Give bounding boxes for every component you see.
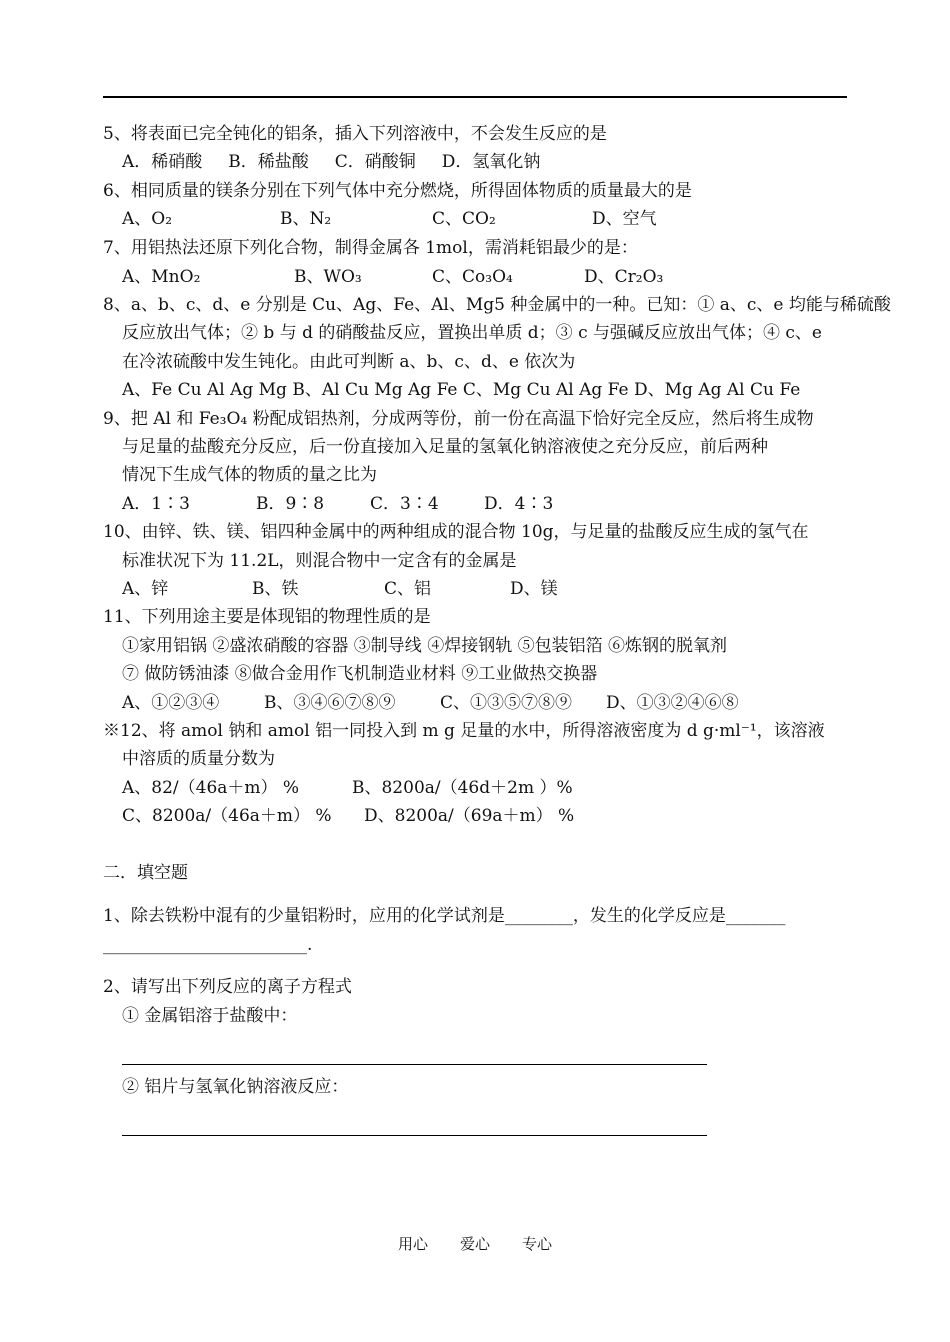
q8-options: A、Fe Cu Al Ag Mg B、Al Cu Mg Ag Fe C、Mg Cu Al Ag Fe D、Mg Ag Al Cu Fe [122,380,801,400]
q11-option-c: C、①③⑤⑦⑧⑨ [440,693,573,713]
q8-line-2: 反应放出气体；② b 与 d 的硝酸盐反应，置换出单质 d；③ c 与强碱反应放出气体；④ c、e [122,323,822,343]
header-rule [103,96,847,98]
q7-option-c: C、Co₃O₄ [432,267,513,287]
q12-option-d: D、8200a/（69a＋m） % [364,806,575,826]
q6-option-c: C、CO₂ [432,209,496,229]
q9-option-c: C．3∶4 [370,494,439,514]
q12-options-row-2 [122,805,574,827]
q11-option-a: A、①②③④ [122,693,220,713]
answer-line-2[interactable] [122,1135,707,1136]
q7-stem: 7、用铝热法还原下列化合物，制得金属各 1mol，需消耗铝最少的是： [103,238,638,258]
section-2-title: 二．填空题 [103,863,188,883]
fill-1-line-2: ________________________. [103,935,313,955]
q9-line-1: 9、把 Al 和 Fe₃O₄ 粉配成铝热剂，分成两等份，前一份在高温下恰好完全反应，然后将生成物 [103,409,814,429]
q8-line-1: 8、a、b、c、d、e 分别是 Cu、Ag、Fe、Al、Mg5 种金属中的一种。已知：① a、c、e 均能与稀硫酸 [103,295,891,315]
q10-option-a: A、锌 [122,579,169,599]
q5-options [122,151,540,173]
q5-option-a: A．稀硝酸 [122,152,203,172]
q12-option-a: A、82/（46a＋m） % [122,778,300,798]
q6-stem: 6、相同质量的镁条分别在下列气体中充分燃烧，所得固体物质的质量最大的是 [103,181,692,201]
q5-option-c: C．硝酸铜 [334,152,416,172]
fill-2-stem: 2、请写出下列反应的离子方程式 [103,977,352,997]
q9-option-d: D．4∶3 [484,494,554,514]
q9-options [122,493,553,515]
q11-items-2: ⑦ 做防锈油漆 ⑧做合金用作飞机制造业材料 ⑨工业做热交换器 [122,664,598,684]
q8-line-3: 在冷浓硫酸中发生钝化。由此可判断 a、b、c、d、e 依次为 [122,352,576,372]
q6-option-b: B、N₂ [280,209,332,229]
q11-options [122,692,739,714]
q12-options-row-1 [122,777,573,799]
fill-1-line-1: 1、除去铁粉中混有的少量铝粉时，应用的化学试剂是________，发生的化学反应是_______ [103,906,786,926]
q6-option-d: D、空气 [592,209,657,229]
q7-option-b: B、WO₃ [294,267,362,287]
fill-2-sub-2: ② 铝片与氢氧化钠溶液反应： [122,1077,349,1097]
q5-stem: 5、将表面已完全钝化的铝条，插入下列溶液中，不会发生反应的是 [103,124,607,144]
q5-option-b: B．稀盐酸 [228,152,309,172]
footer-word-2: 爱心 [459,1235,490,1253]
q10-option-d: D、镁 [510,579,558,599]
q11-option-b: B、③④⑥⑦⑧⑨ [264,693,396,713]
q10-option-b: B、铁 [252,579,299,599]
answer-line-1[interactable] [122,1064,707,1065]
q12-line-1: ※12、将 amol 钠和 amol 铝一同投入到 m g 足量的水中，所得溶液密度为 d g·ml⁻¹，该溶液 [103,721,825,741]
q5-option-d: D．氢氧化钠 [441,152,541,172]
q10-line-1: 10、由锌、铁、镁、铝四种金属中的两种组成的混合物 10g，与足量的盐酸反应生成的氢气在 [103,522,809,542]
q9-line-3: 情况下生成气体的物质的量之比为 [122,465,377,485]
q10-options [122,578,558,600]
q6-option-a: A、O₂ [122,209,173,229]
q11-items-1: ①家用铝锅 ②盛浓硝酸的容器 ③制导线 ④焊接钢轨 ⑤包装铝箔 ⑥炼钢的脱氧剂 [122,636,728,656]
q10-option-c: C、铝 [384,579,432,599]
q11-option-d: D、①③②④⑥⑧ [606,693,739,713]
q9-line-2: 与足量的盐酸充分反应，后一份直接加入足量的氢氧化钠溶液使之充分反应，前后两种 [122,437,768,457]
q11-stem: 11、下列用途主要是体现铝的物理性质的是 [103,607,431,627]
q7-options [122,266,663,288]
q9-option-b: B．9∶8 [256,494,325,514]
q12-option-b: B、8200a/（46d＋2m ）% [352,778,573,798]
footer-word-1: 用心 [397,1235,428,1253]
footer [0,1233,950,1254]
q7-option-a: A、MnO₂ [122,267,201,287]
footer-word-3: 专心 [522,1235,553,1253]
q10-line-2: 标准状况下为 11.2L，则混合物中一定含有的金属是 [122,551,517,571]
q9-option-a: A．1∶3 [122,494,190,514]
q12-option-c: C、8200a/（46a＋m） % [122,806,332,826]
fill-2-sub-1: ① 金属铝溶于盐酸中： [122,1006,298,1026]
q12-line-2: 中溶质的质量分数为 [122,749,275,769]
q7-option-d: D、Cr₂O₃ [584,267,664,287]
q6-options [122,208,657,230]
